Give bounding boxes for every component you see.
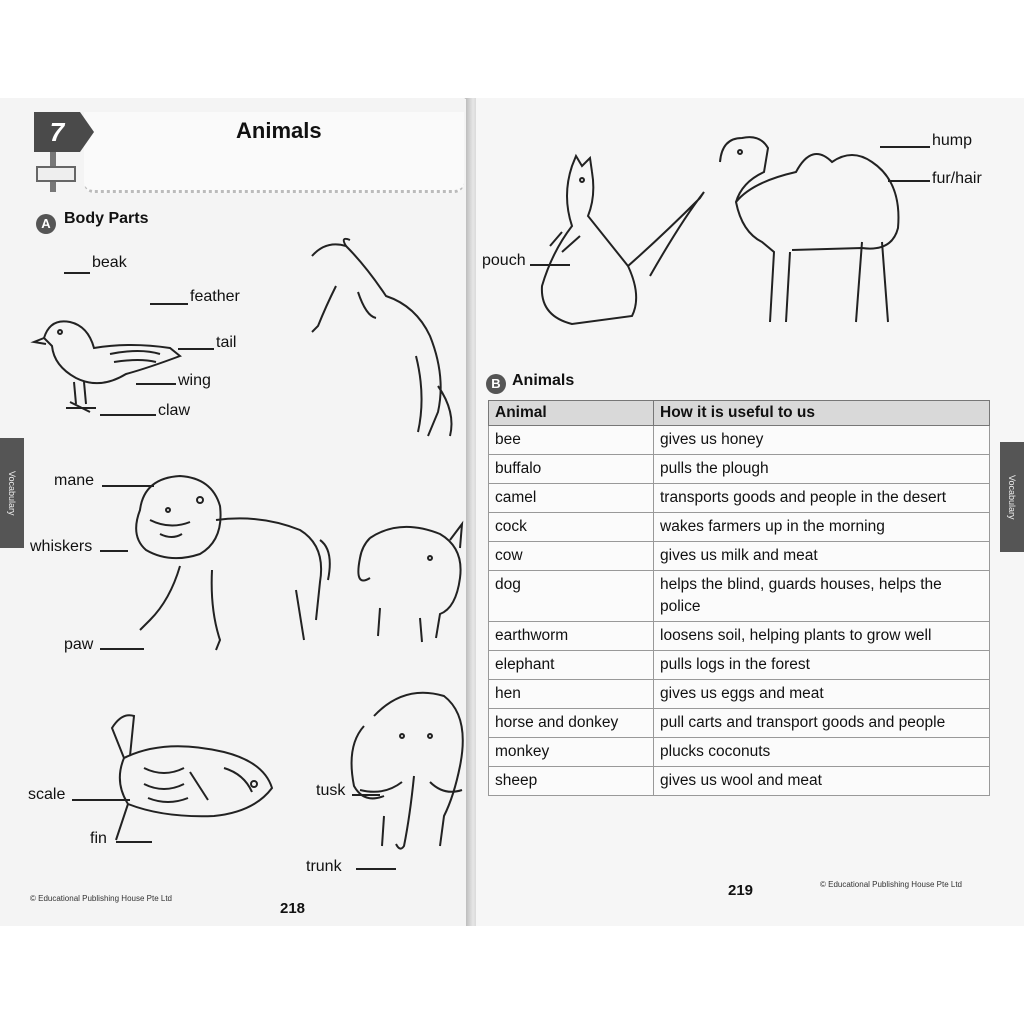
label-claw: claw <box>158 402 191 419</box>
section-a-badge: A <box>36 214 56 234</box>
use-cell: pull carts and transport goods and people <box>654 709 990 738</box>
section-b-badge: B <box>486 374 506 394</box>
leader-fur-hair <box>888 180 930 182</box>
column-header-animal: Animal <box>489 401 654 426</box>
leader-claw <box>100 414 156 416</box>
animal-cell: cow <box>489 542 654 571</box>
right-page <box>476 98 1024 926</box>
elephant-illustration <box>344 686 470 856</box>
fish-illustration <box>104 708 284 848</box>
use-cell: pulls logs in the forest <box>654 651 990 680</box>
table-row <box>489 542 990 571</box>
table-row <box>489 426 990 455</box>
label-feather: feather <box>190 288 240 305</box>
leader-whiskers <box>100 550 128 552</box>
table-row <box>489 651 990 680</box>
open-book <box>0 98 1024 926</box>
leader-fin <box>116 841 152 843</box>
use-cell: gives us wool and meat <box>654 767 990 796</box>
publisher-left: © Educational Publishing House Pte Ltd <box>30 894 172 903</box>
table-row <box>489 622 990 651</box>
animal-cell: elephant <box>489 651 654 680</box>
rhino-illustration <box>350 518 470 648</box>
side-tab-vocabulary-left: Vocabulary <box>0 438 24 548</box>
table-row <box>489 484 990 513</box>
animal-cell: earthworm <box>489 622 654 651</box>
label-wing: wing <box>178 372 211 389</box>
animal-cell: horse and donkey <box>489 709 654 738</box>
column-header-use: How it is useful to us <box>654 401 990 426</box>
side-tab-vocabulary-right: Vocabulary <box>1000 442 1024 552</box>
horse-illustration <box>306 236 466 446</box>
use-cell: loosens soil, helping plants to grow well <box>654 622 990 651</box>
label-pouch: pouch <box>482 252 526 269</box>
label-whiskers: whiskers <box>30 538 93 555</box>
use-cell: gives us honey <box>654 426 990 455</box>
use-cell: pulls the plough <box>654 455 990 484</box>
label-tusk: tusk <box>316 782 346 799</box>
animal-cell: sheep <box>489 767 654 796</box>
leader-trunk <box>356 868 396 870</box>
page-number-left: 218 <box>280 900 306 917</box>
animals-usefulness-table <box>488 400 990 796</box>
lion-illustration <box>120 470 340 660</box>
section-b-title: Animals <box>512 372 575 389</box>
label-hump: hump <box>932 132 973 149</box>
leader-paw <box>100 648 144 650</box>
leader-wing <box>136 383 176 385</box>
animal-cell: monkey <box>489 738 654 767</box>
label-tail: tail <box>216 334 237 351</box>
animal-cell: dog <box>489 571 654 622</box>
use-cell: plucks coconuts <box>654 738 990 767</box>
animal-cell: camel <box>489 484 654 513</box>
label-paw: paw <box>64 636 94 653</box>
leader-feather <box>150 303 188 305</box>
table-row <box>489 455 990 484</box>
leader-mane <box>102 485 154 487</box>
leader-tusk <box>352 794 380 796</box>
page-title: Animals <box>236 118 322 143</box>
label-beak: beak <box>92 254 127 271</box>
table-row <box>489 680 990 709</box>
leader-hump <box>880 146 930 148</box>
table-row <box>489 738 990 767</box>
page-number-right: 219 <box>728 882 754 899</box>
kangaroo-illustration <box>532 156 712 336</box>
use-cell: transports goods and people in the desert <box>654 484 990 513</box>
camel-illustration <box>712 132 922 332</box>
use-cell: gives us milk and meat <box>654 542 990 571</box>
use-cell: gives us eggs and meat <box>654 680 990 709</box>
use-cell: wakes farmers up in the morning <box>654 513 990 542</box>
animal-cell: hen <box>489 680 654 709</box>
label-mane: mane <box>54 472 95 489</box>
label-scale: scale <box>28 786 66 803</box>
leader-tail <box>178 348 214 350</box>
table-row <box>489 571 990 622</box>
animal-cell: cock <box>489 513 654 542</box>
unit-number-badge: 7 <box>34 112 80 152</box>
leader-beak <box>64 272 90 274</box>
table-row <box>489 709 990 738</box>
table-row <box>489 513 990 542</box>
left-page <box>0 98 470 926</box>
signpost-board <box>36 166 76 182</box>
table-header-row <box>489 401 990 426</box>
label-fur-hair: fur/hair <box>932 170 982 187</box>
publisher-right: © Educational Publishing House Pte Ltd <box>820 880 962 889</box>
leader-scale <box>72 799 130 801</box>
use-cell: helps the blind, guards houses, helps the police <box>654 571 990 622</box>
label-fin: fin <box>90 830 107 847</box>
leader-pouch <box>530 264 570 266</box>
section-a-title: Body Parts <box>64 210 149 227</box>
animal-cell: bee <box>489 426 654 455</box>
label-trunk: trunk <box>306 858 342 875</box>
animal-cell: buffalo <box>489 455 654 484</box>
table-row <box>489 767 990 796</box>
